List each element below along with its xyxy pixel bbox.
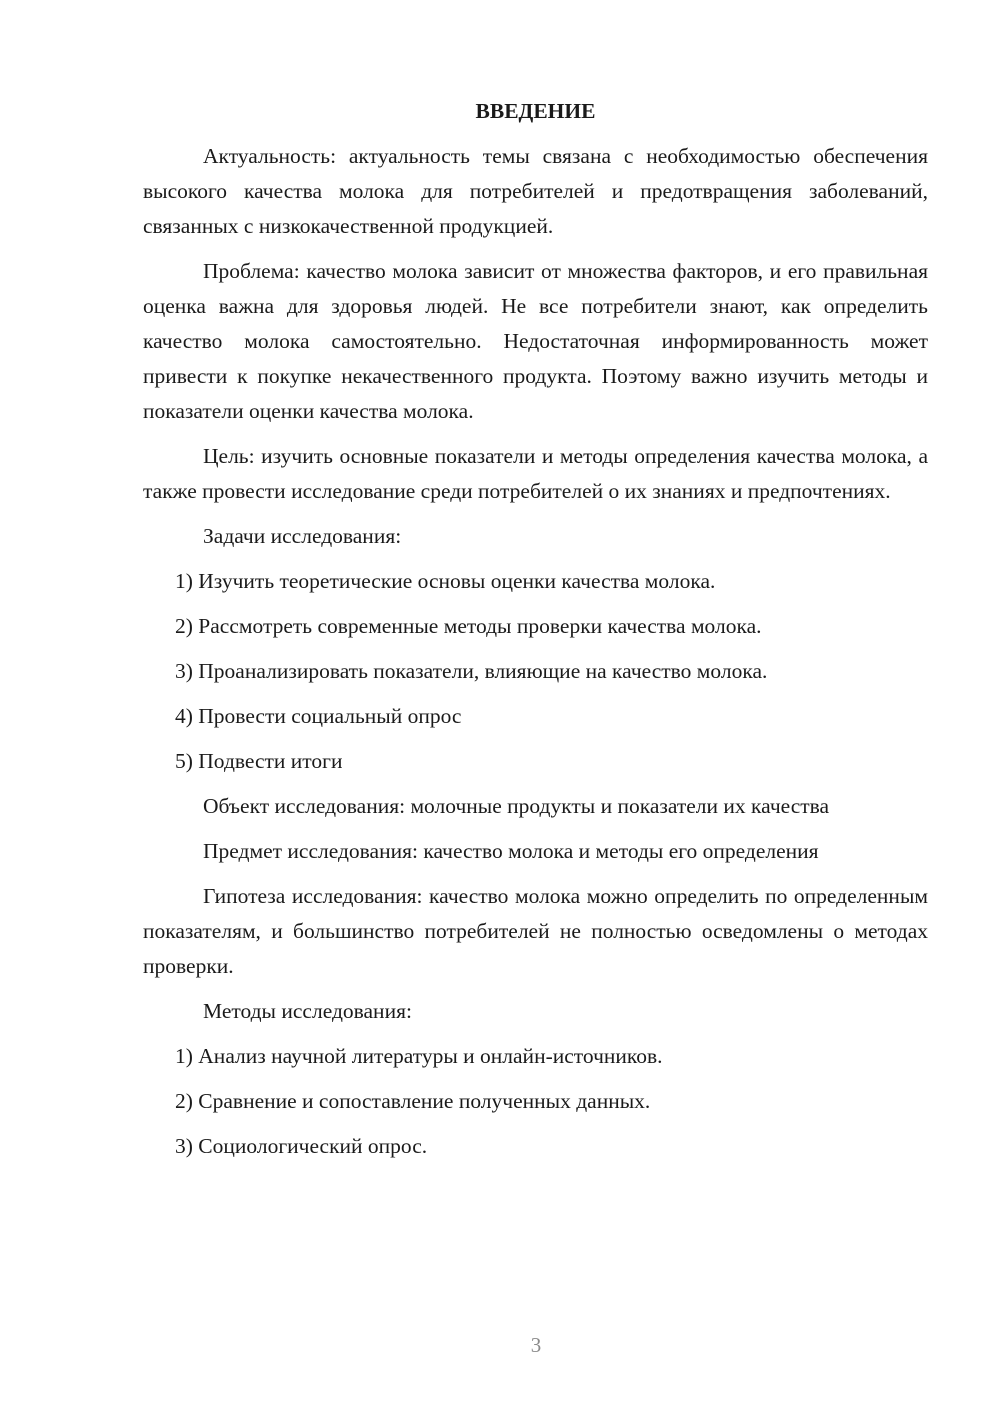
list-item: 4) Провести социальный опрос bbox=[175, 704, 462, 728]
page-number: 3 bbox=[530, 1333, 542, 1357]
methods-heading: Методы исследования: bbox=[203, 999, 412, 1023]
list-item: 3) Социологический опрос. bbox=[175, 1134, 428, 1158]
paragraph-object: Объект исследования: молочные продукты и показатели их качества bbox=[203, 794, 830, 818]
list-item: 2) Сравнение и сопоставление полученных данных. bbox=[175, 1089, 651, 1113]
methods-list bbox=[143, 1039, 928, 1164]
section-title: ВВЕДЕНИЕ bbox=[475, 99, 596, 123]
list-item: 3) Проанализировать показатели, влияющие на качество молока. bbox=[175, 659, 768, 683]
paragraph-relevance: Актуальность: актуальность темы связана с необходимостью обеспечения высокого качества молока для потребителей и предотвращения заболеваний, связанных с низкокачественной продукцией. bbox=[143, 144, 928, 238]
list-item: 1) Анализ научной литературы и онлайн-источников. bbox=[175, 1044, 663, 1068]
paragraph-goal: Цель: изучить основные показатели и методы определения качества молока, а также провести исследование среди потребителей о их знаниях и предпочтениях. bbox=[143, 444, 928, 503]
document-page bbox=[143, 94, 928, 1164]
tasks-list bbox=[143, 564, 928, 779]
list-item: 2) Рассмотреть современные методы проверки качества молока. bbox=[175, 614, 762, 638]
paragraph-hypothesis: Гипотеза исследования: качество молока можно определить по определенным показателям, и большинство потребителей не полностью осведомлены о методах проверки. bbox=[143, 884, 928, 978]
tasks-heading: Задачи исследования: bbox=[203, 524, 402, 548]
paragraph-problem: Проблема: качество молока зависит от множества факторов, и его правильная оценка важна для здоровья людей. Не все потребители знают, как определить качество молока самостоятельно. Недостаточная информированность может привести к покупке некачественного продукта. Поэтому важно изучить методы и показатели оценки качества молока. bbox=[143, 259, 928, 423]
paragraph-subject: Предмет исследования: качество молока и методы его определения bbox=[203, 839, 819, 863]
list-item: 1) Изучить теоретические основы оценки качества молока. bbox=[175, 569, 716, 593]
list-item: 5) Подвести итоги bbox=[175, 749, 343, 773]
